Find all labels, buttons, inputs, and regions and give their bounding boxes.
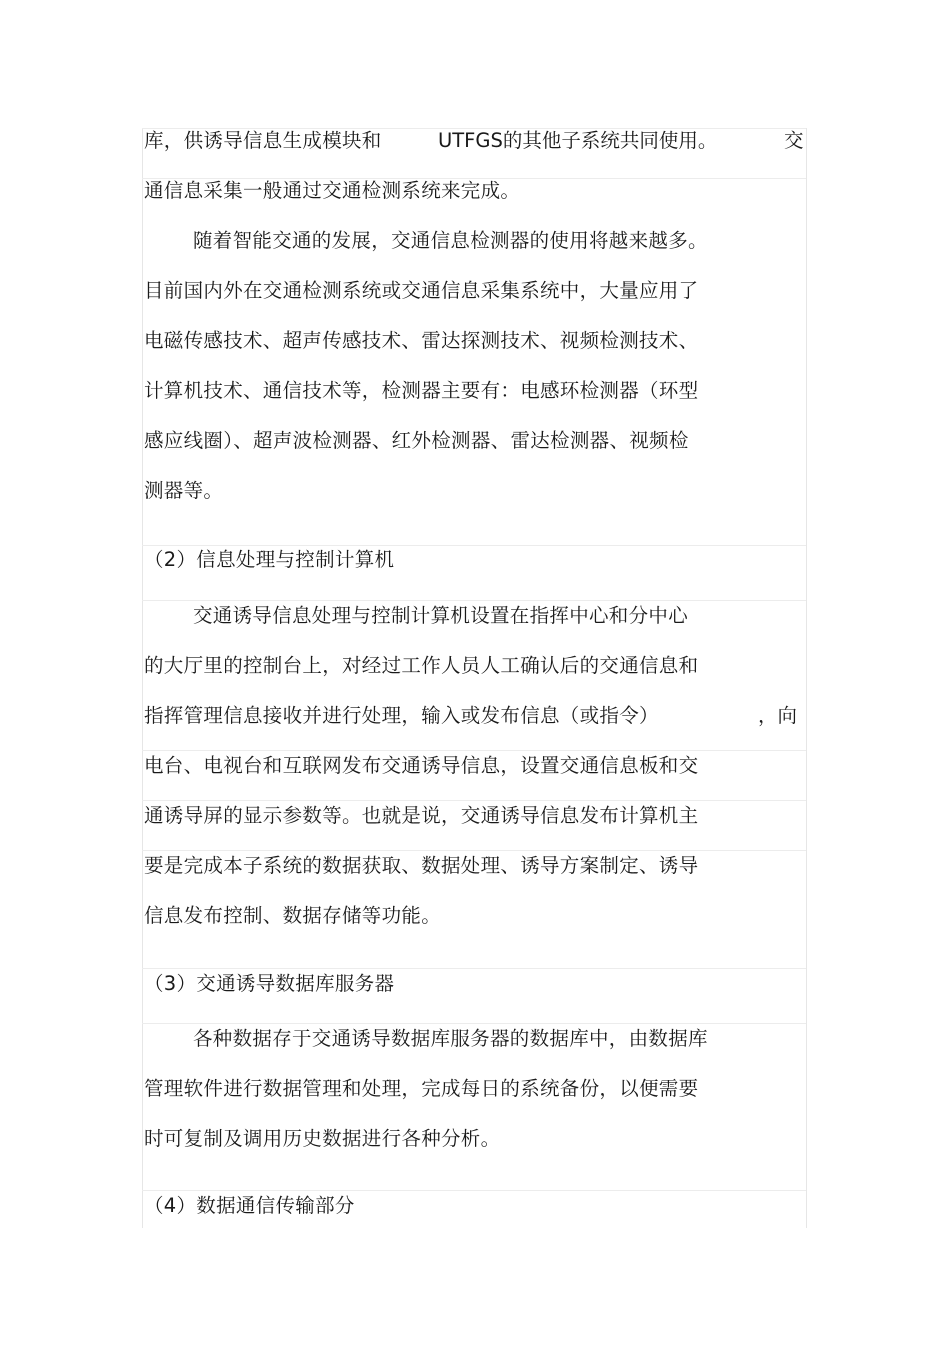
paragraph-line: 指挥管理信息接收并进行处理，输入或发布信息（或指令） bbox=[144, 704, 659, 727]
grid-line bbox=[142, 750, 806, 751]
paragraph-line: 要是完成本子系统的数据获取、数据处理、诱导方案制定、诱导 bbox=[144, 854, 699, 877]
grid-line bbox=[142, 600, 806, 601]
text-fragment: 交 bbox=[784, 129, 804, 152]
text-line: 库，供诱导信息生成模块和 bbox=[144, 129, 382, 152]
grid-line-right bbox=[806, 128, 807, 1228]
paragraph-line: 的大厅里的控制台上，对经过工作人员人工确认后的交通信息和 bbox=[144, 654, 699, 677]
grid-line bbox=[142, 968, 806, 969]
grid-line bbox=[142, 1190, 806, 1191]
paragraph-line: 随着智能交通的发展，交通信息检测器的使用将越来越多。 bbox=[193, 229, 708, 252]
paragraph-line: 管理软件进行数据管理和处理，完成每日的系统备份，以便需要 bbox=[144, 1077, 699, 1100]
section-heading: （2）信息处理与控制计算机 bbox=[144, 548, 395, 571]
paragraph-line: 目前国内外在交通检测系统或交通信息采集系统中，大量应用了 bbox=[144, 279, 699, 302]
paragraph-line: 感应线圈）、超声波检测器、红外检测器、雷达检测器、视频检 bbox=[144, 429, 689, 452]
section-heading: （4）数据通信传输部分 bbox=[144, 1194, 355, 1217]
grid-line bbox=[142, 1023, 806, 1024]
paragraph-line: 测器等。 bbox=[144, 479, 224, 502]
grid-line bbox=[142, 850, 806, 851]
paragraph-line: 信息发布控制、数据存储等功能。 bbox=[144, 904, 442, 927]
paragraph-line: 时可复制及调用历史数据进行各种分析。 bbox=[144, 1127, 501, 1150]
paragraph-line: 电磁传感技术、超声传感技术、雷达探测技术、视频检测技术、 bbox=[144, 329, 699, 352]
paragraph-line: 交通诱导信息处理与控制计算机设置在指挥中心和分中心 bbox=[193, 604, 689, 627]
paragraph-line: 计算机技术、通信技术等，检测器主要有：电感环检测器（环型 bbox=[144, 379, 699, 402]
paragraph-line: 电台、电视台和互联网发布交通诱导信息，设置交通信息板和交 bbox=[144, 754, 699, 777]
section-heading: （3）交通诱导数据库服务器 bbox=[144, 972, 395, 995]
paragraph-line: 通诱导屏的显示参数等。也就是说，交通诱导信息发布计算机主 bbox=[144, 804, 699, 827]
grid-line bbox=[142, 545, 806, 546]
text-fragment: ，向 bbox=[758, 704, 798, 727]
grid-line-left bbox=[142, 128, 143, 1228]
grid-line bbox=[142, 800, 806, 801]
text-line: 通信息采集一般通过交通检测系统来完成。 bbox=[144, 179, 521, 202]
paragraph-line: 各种数据存于交通诱导数据库服务器的数据库中，由数据库 bbox=[193, 1027, 708, 1050]
text-fragment: UTFGS的其他子系统共同使用。 bbox=[438, 129, 718, 152]
